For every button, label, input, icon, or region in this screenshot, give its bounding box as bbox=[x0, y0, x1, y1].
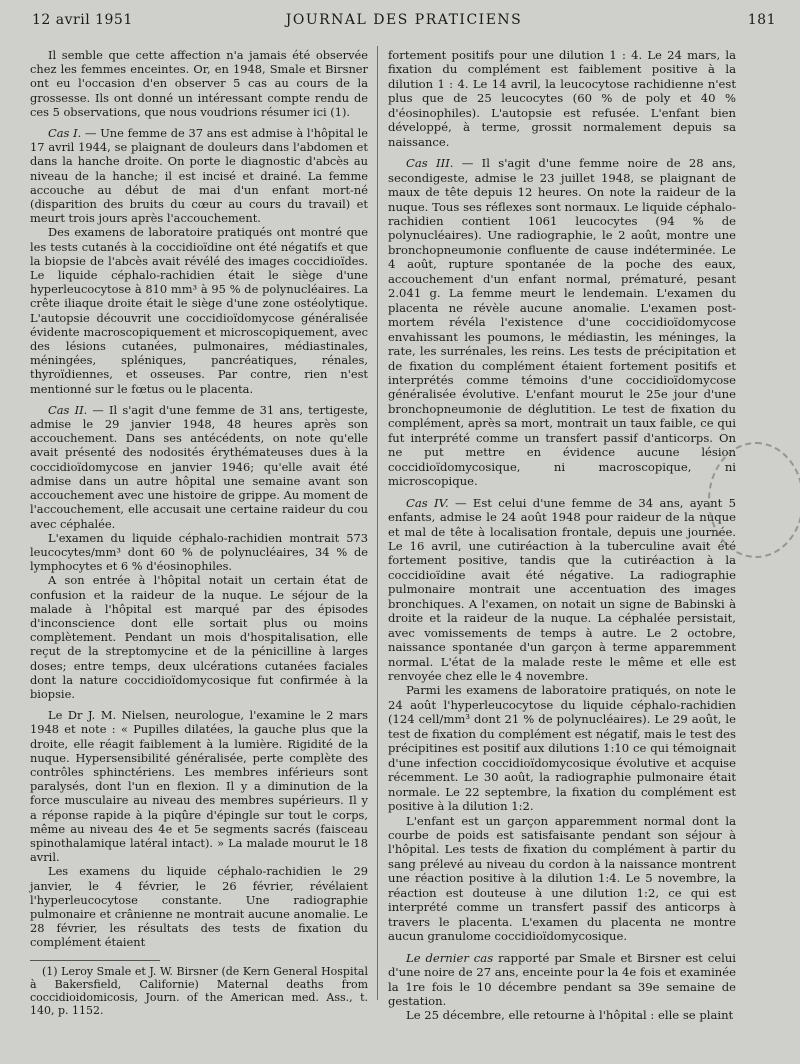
library-stamp bbox=[708, 442, 800, 558]
case-2-paragraph bbox=[30, 403, 368, 531]
case-3-text: — Il s'agit d'une femme noire de 28 ans, secondigeste, admise le 23 juillet 1948, se plaignant de maux de tête depuis 12 heures. On note la raideur de la nuque. Tous ses réflexes sont normaux. Le liquide céphalo-rachidien contient 1061 leucocytes (94 % de polynucléaires). Une radiographie, le 2 août, montre une bronchopneumonie confluente de cause indéterminée. Le 4 août, rupture spontanée de la poche des eaux, accouchement d'un enfant normal, prématuré, pesant 2.041 g. La femme meurt le lendemain. L'examen du placenta ne révèle aucune anomalie. L'examen post-mortem révéla l'existence d'une coccidioïdomycose envahissant les poumons, le médiastin, les méninges, la rate, les surrénales, les reins. Les tests de précipitation et de fixation du complément étaient fortement positifs et interprétés comme témoins d'une coccidioïdomycose généralisée évolutive. L'enfant mourut le 25e jour d'une bronchopneumonie de déglutition. Le test de fixation du complément, après sa mort, montrait un taux faible, ce qui fut interprété comme un transfert passif d'anticorps. On ne put mettre en évidence aucune lésion coccidioïdomycosique, ni macroscopique, ni microscopique. bbox=[388, 156, 736, 489]
last-case-paragraph bbox=[388, 951, 736, 1009]
right-column bbox=[388, 48, 736, 1023]
case-4-lab-paragraph: Parmi les examens de laboratoire pratiqués, on note le 24 août l'hyperleucocytose du liquide céphalo-rachidien (124 cell/mm³ dont 21 % de polynucléaires). Le 29 août, le test de fixation du complément est négatif, mais le test des précipitines est positif aux dilutions 1:10 ce qui témoignait d'une infection coccidioïdomycosique évolutive et acquise récemment. Le 30 août, la radiographie pulmonaire était normale. Le 22 septembre, la fixation du complément est positive à la dilution 1:2. bbox=[388, 683, 736, 814]
column-rule bbox=[377, 46, 378, 1000]
footnote: (1) Leroy Smale et J. W. Birsner (de Kern General Hospital à Bakersfield, Californie) Maternal deaths from coccidioidomicosis, Journ. of the American med. Ass., t. 140, p. 1152. bbox=[30, 964, 368, 1017]
case-3-heading: Cas III. bbox=[406, 156, 454, 171]
case-2-csf-paragraph: L'examen du liquide céphalo-rachidien montrait 573 leucocytes/mm³ dont 60 % de polynucléaires, 34 % de lymphocytes et 6 % d'éosinophiles. bbox=[30, 530, 368, 574]
last-case-continued: Le 25 décembre, elle retourne à l'hôpital : elle se plaint bbox=[406, 1008, 734, 1023]
case-4-heading: Cas IV. bbox=[406, 495, 449, 510]
last-case-heading: Le dernier cas bbox=[406, 950, 494, 965]
case-4-child-paragraph: L'enfant est un garçon apparemment normal dont la courbe de poids est satisfaisante pendant son séjour à l'hôpital. Les tests de fixation du complément à partir du sang prélevé au niveau du cordon à la naissance montrent une réaction positive à la dilution 1:4. Le 5 novembre, la réaction est douteuse à une dilution 1:2, ce qui est interprété comme un transfert passif des anticorps à travers le placenta. L'examen du placenta ne montre aucun granulome coccidioïdomycosique. bbox=[388, 813, 736, 944]
case-2-exams-paragraph: Les examens du liquide céphalo-rachidien le 29 janvier, le 4 février, le 26 février, révélaient l'hyperleucocytose constante. Une radiographie pulmonaire et crânienne ne montrait aucune anomalie. Le 28 février, les résultats des tests de fixation du complément étaient bbox=[30, 864, 368, 950]
page-number: 181 bbox=[747, 12, 776, 28]
intro-paragraph: Il semble que cette affection n'a jamais été observée chez les femmes enceintes. Or, en 1948, Smale et Birsner ont eu l'occasion d'en observer 5 cas au cours de la grossesse. Ils ont donné un intéressant compte rendu de ces 5 observations, que nous voudrions résumer ici (1). bbox=[30, 48, 368, 119]
case-1-heading: Cas I. bbox=[48, 126, 82, 141]
left-column bbox=[30, 48, 368, 1017]
running-head bbox=[32, 12, 776, 36]
continuation-paragraph: fortement positifs pour une dilution 1 : 4. Le 24 mars, la fixation du complément est faiblement positive à la dilution 1 : 4. Le 14 avril, la leucocytose rachidienne n'est plus que de 25 leucocytes (60 % de poly et 40 % d'éosinophiles). L'autopsie est refusée. L'enfant bien développé, à terme, grossit normalement depuis sa naissance. bbox=[388, 48, 736, 149]
journal-title: JOURNAL DES PRATICIENS bbox=[285, 12, 523, 28]
case-1-lab-paragraph: Des examens de laboratoire pratiqués ont montré que les tests cutanés à la coccidioïdine ont été négatifs et que la biopsie de l'abcès avait révélé des images coccidioïdes. Le liquide céphalo-rachidien était le siège d'une hyperleucocytose à 810 mm³ à 95 % de polynucléaires. La crête iliaque droite était le siège d'une zone ostéolytique. L'autopsie découvrit une coccidioïdomycose généralisée évidente macroscopiquement et microscopiquement, avec des lésions cutanées, pulmonaires, médiastinales, méningées, spléniques, pancréatiques, rénales, thyroïdiennes, et osseuses. Par contre, rien n'est mentionné sur le fœtus ou le placenta. bbox=[30, 225, 368, 396]
case-1-text: — Une femme de 37 ans est admise à l'hôpital le 17 avril 1944, se plaignant de douleurs dans l'abdomen et dans la hanche droite. On porte le diagnostic d'abcès au niveau de la hanche; il est incisé et drainé. La femme accouche au début de mai d'un enfant mort-né (disparition des bruits du cœur au cours du travail) et meurt trois jours après l'accouchement. bbox=[30, 126, 369, 226]
case-2-heading: Cas II. bbox=[48, 402, 88, 417]
case-4-paragraph bbox=[388, 496, 736, 684]
case-1-paragraph bbox=[30, 126, 368, 225]
case-2-text: — Il s'agit d'une femme de 31 ans, tertigeste, admise le 29 janvier 1948, 48 heures après son accouchement. Dans ses antécédents, on note qu'elle avait présenté des nodosités érythémateuses dues à la coccidioïdomycose en janvier 1946; qu'elle avait été admise dans un autre hôpital une semaine avant son accouchement avec une histoire de grippe. Au moment de l'accouchement, elle accusait une certaine raideur du cou avec céphalée. bbox=[30, 402, 368, 531]
case-4-text: — Est celui d'une femme de 34 ans, ayant 5 enfants, admise le 24 août 1948 pour raideur de la nuque et mal de tête à localisation frontale, depuis une journée. Le 16 avril, une cutiréaction à la tuberculine avait été fortement positive, tandis que la cutiréaction à la coccidioïdine avait été négative. La radiographie pulmonaire montrait une accentuation des images bronchiques. A l'examen, on notait un signe de Babinski à droite et la raideur de la nuque. La céphalée persistait, avec vomissements de temps à autre. Le 2 octobre, naissance spontanée d'un garçon à terme apparemment normal. L'état de la malade reste le même et elle est renvoyée chez elle le 4 novembre. bbox=[388, 495, 736, 684]
last-case-text: rapporté par Smale et Birsner est celui d'une noire de 27 ans, enceinte pour la 4e fois et examinée la 1re fois le 10 décembre pendant sa 39e semaine de gestation. bbox=[388, 950, 736, 1008]
issue-date: 12 avril 1951 bbox=[32, 12, 133, 28]
case-2-neuro-paragraph: Le Dr J. M. Nielsen, neurologue, l'examine le 2 mars 1948 et note : « Pupilles dilatées, la gauche plus que la droite, elle réagit faiblement à la lumière. Rigidité de la nuque. Hypersensibilité généralisée, perte complète des contrôles sphinctériens. Les membres inférieurs sont paralysés, dont l'un en flexion. Il y a diminution de la force musculaire au niveau des membres supérieurs. Il y a réponse rapide à la piqûre d'épingle sur tout le corps, même au niveau des 4e et 5e segments sacrés (faisceau spinothalamique latéral intact). » La malade mourut le 18 avril. bbox=[30, 708, 368, 865]
case-3-paragraph bbox=[388, 156, 736, 488]
case-2-stay-paragraph: A son entrée à l'hôpital notait un certain état de confusion et la raideur de la nuque. Le séjour de la malade à l'hôpital est marqué par des épisodes d'inconscience dont elle sortait plus ou moins complètement. Pendant un mois d'hospitalisation, elle reçut de la streptomycine et de la pénicilline à larges doses; entre temps, deux ulcérations cutanées faciales dont la nature coccidioïdomycosique fut confirmée à la biopsie. bbox=[30, 573, 368, 701]
footnote-rule bbox=[30, 960, 160, 961]
